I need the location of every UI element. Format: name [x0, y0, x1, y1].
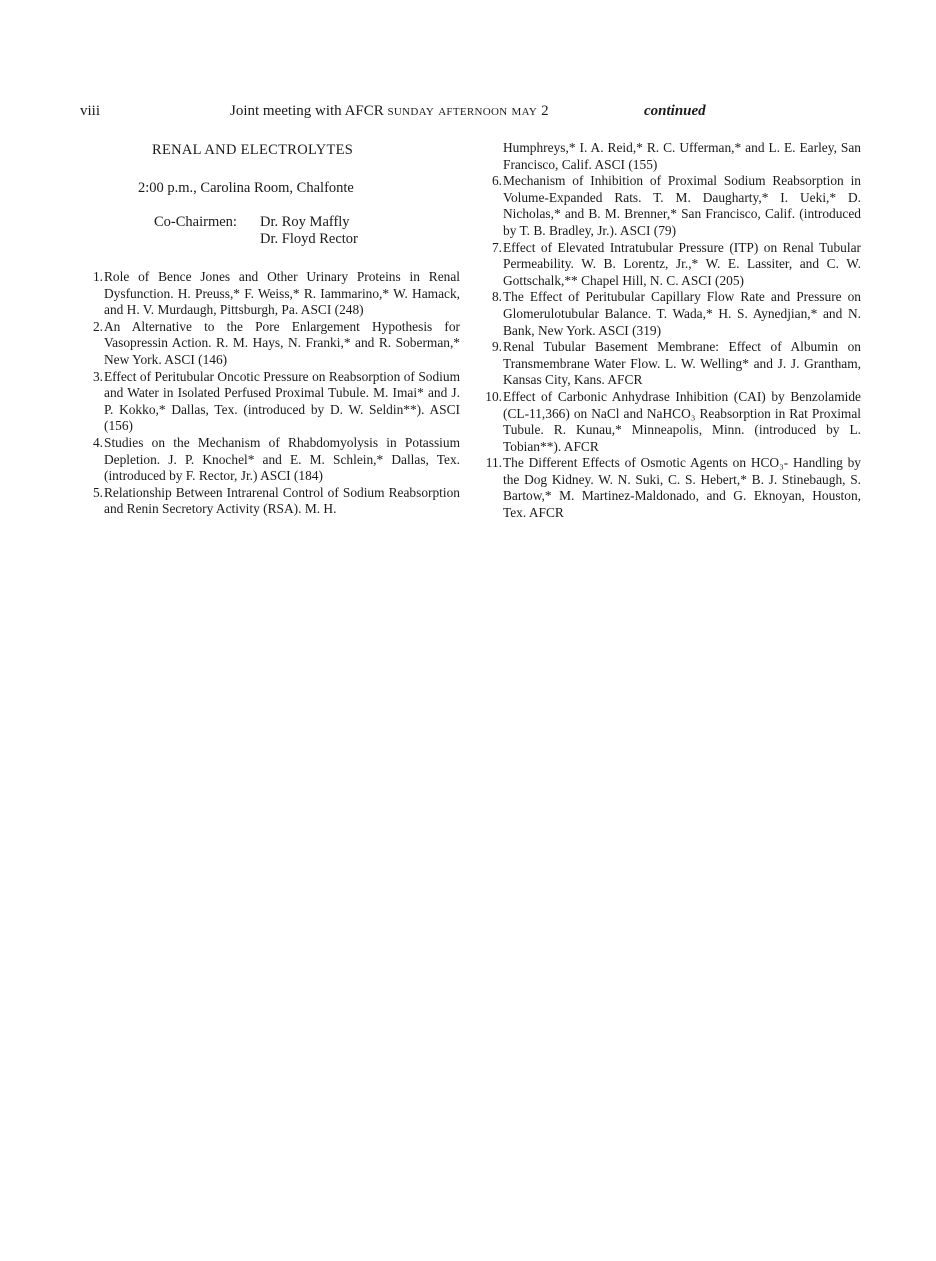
abstract-number: 4.: [92, 434, 103, 450]
abstract-number: 7.: [491, 239, 502, 255]
abstract-item: [478, 289, 861, 339]
abstract-number: 9.: [491, 339, 502, 355]
abstract-item: [82, 319, 460, 369]
chair-2: Dr. Floyd Rector: [260, 231, 358, 247]
header-title: [230, 103, 549, 120]
left-column: [82, 140, 460, 518]
abstract-continuation: Humphreys,* I. A. Reid,* R. C. Ufferman,* and L. E. Earley, San Francisco, Calif. ASCI (155): [503, 140, 861, 172]
abstract-text: Renal Tubular Basement Membrane: Effect of Albumin on Transmembrane Water Flow. L. W. Welling* and J. J. Grantham, Kansas City, Kans. AFCR: [503, 339, 861, 388]
header-continued: continued: [644, 103, 706, 119]
abstract-text: Relationship Between Intrarenal Control of Sodium Reabsorption and Renin Secretory Activity (RSA). M. H.: [104, 484, 460, 517]
abstract-number: 5.: [92, 484, 103, 500]
abstract-item: [478, 173, 861, 239]
session-time-place: 2:00 p.m., Carolina Room, Chalfonte: [138, 180, 354, 196]
abstract-number: 11.: [485, 455, 502, 471]
abstract-item: [82, 369, 460, 435]
abstract-item: [478, 389, 861, 455]
header-title-day: sunday afternoon may 2: [387, 103, 549, 119]
abstract-text: The Effect of Peritubular Capillary Flow Rate and Pressure on Glomerulotubular Balance. T. Wada,* H. S. Aynedjian,* and N. Bank, New York. ASCI (319): [503, 289, 861, 338]
abstract-number: 10.: [485, 388, 502, 404]
abstract-item: [82, 269, 460, 319]
abstract-item: [478, 240, 861, 290]
chair-1: Dr. Roy Maffly: [260, 214, 350, 230]
abstract-text: Mechanism of Inhibition of Proximal Sodium Reabsorption in Volume-Expanded Rats. T. M. Daugharty,* I. Ueki,* D. Nicholas,* and B. M. Brenner,* San Francisco, Calif. (introduced by T. B. Bradley, Jr.). ASCI (79): [503, 173, 861, 238]
abstract-text: Effect of Elevated Intratubular Pressure (ITP) on Renal Tubular Permeability. W. B. Lorentz, Jr.,* W. E. Lassiter, and C. W. Gottschalk,** Chapel Hill, N. C. ASCI (205): [503, 239, 861, 288]
abstract-text: An Alternative to the Pore Enlargement Hypothesis for Vasopressin Action. R. M. Hays, N. Franki,* and R. Soberman,* New York. ASCI (146): [104, 318, 460, 367]
abstract-number: 2.: [92, 318, 103, 334]
page-number: viii: [80, 103, 101, 119]
running-header: [80, 103, 860, 125]
session-title: RENAL AND ELECTROLYTES: [152, 142, 354, 158]
cochairmen-label: Co-Chairmen:: [154, 214, 237, 230]
cochairmen-block: [154, 214, 460, 248]
right-column: [478, 140, 861, 522]
abstract-item: [82, 485, 460, 518]
header-title-prefix: Joint meeting with AFCR: [230, 103, 384, 119]
abstract-text: Role of Bence Jones and Other Urinary Proteins in Renal Dysfunction. H. Preuss,* F. Weiss,* R. Iammarino,* W. Hamack, and H. V. Murdaugh, Pittsburgh, Pa. ASCI (248): [104, 269, 460, 318]
abstract-item: [478, 455, 861, 521]
abstract-number: 6.: [491, 173, 502, 189]
abstract-item: [82, 435, 460, 485]
abstract-number: 3.: [92, 368, 103, 384]
abstract-text: The Different Effects of Osmotic Agents on HCO₃- Handling by the Dog Kidney. W. N. Suki, C. S. Hebert,* B. J. Stinebaugh, S. Bartow,* M. Martinez-Maldonado, and G. Eknoyan, Houston, Tex. AFCR: [503, 455, 861, 521]
abstract-text: Effect of Carbonic Anhydrase Inhibition (CAI) by Benzolamide (CL-11,366) on NaCl and NaHCO₃ Reabsorption in Rat Proximal Tubule. R. Kunau,* Minneapolis, Minn. (introduced by L. Tobian**). AFCR: [503, 388, 861, 454]
abstract-item: [478, 339, 861, 389]
abstract-text: Studies on the Mechanism of Rhabdomyolysis in Potassium Depletion. J. P. Knochel* and E. M. Schlein,* Dallas, Tex. (introduced by F. Rector, Jr.) ASCI (184): [104, 434, 460, 484]
abstract-text: Effect of Peritubular Oncotic Pressure on Reabsorption of Sodium and Water in Isolated Perfused Proximal Tubule. M. Imai* and J. P. Kokko,* Dallas, Tex. (introduced by D. W. Seldin**). ASCI (156): [104, 368, 460, 434]
abstract-number: 8.: [491, 289, 502, 305]
abstract-list-left: [82, 269, 460, 518]
abstract-number: 1.: [92, 269, 103, 284]
